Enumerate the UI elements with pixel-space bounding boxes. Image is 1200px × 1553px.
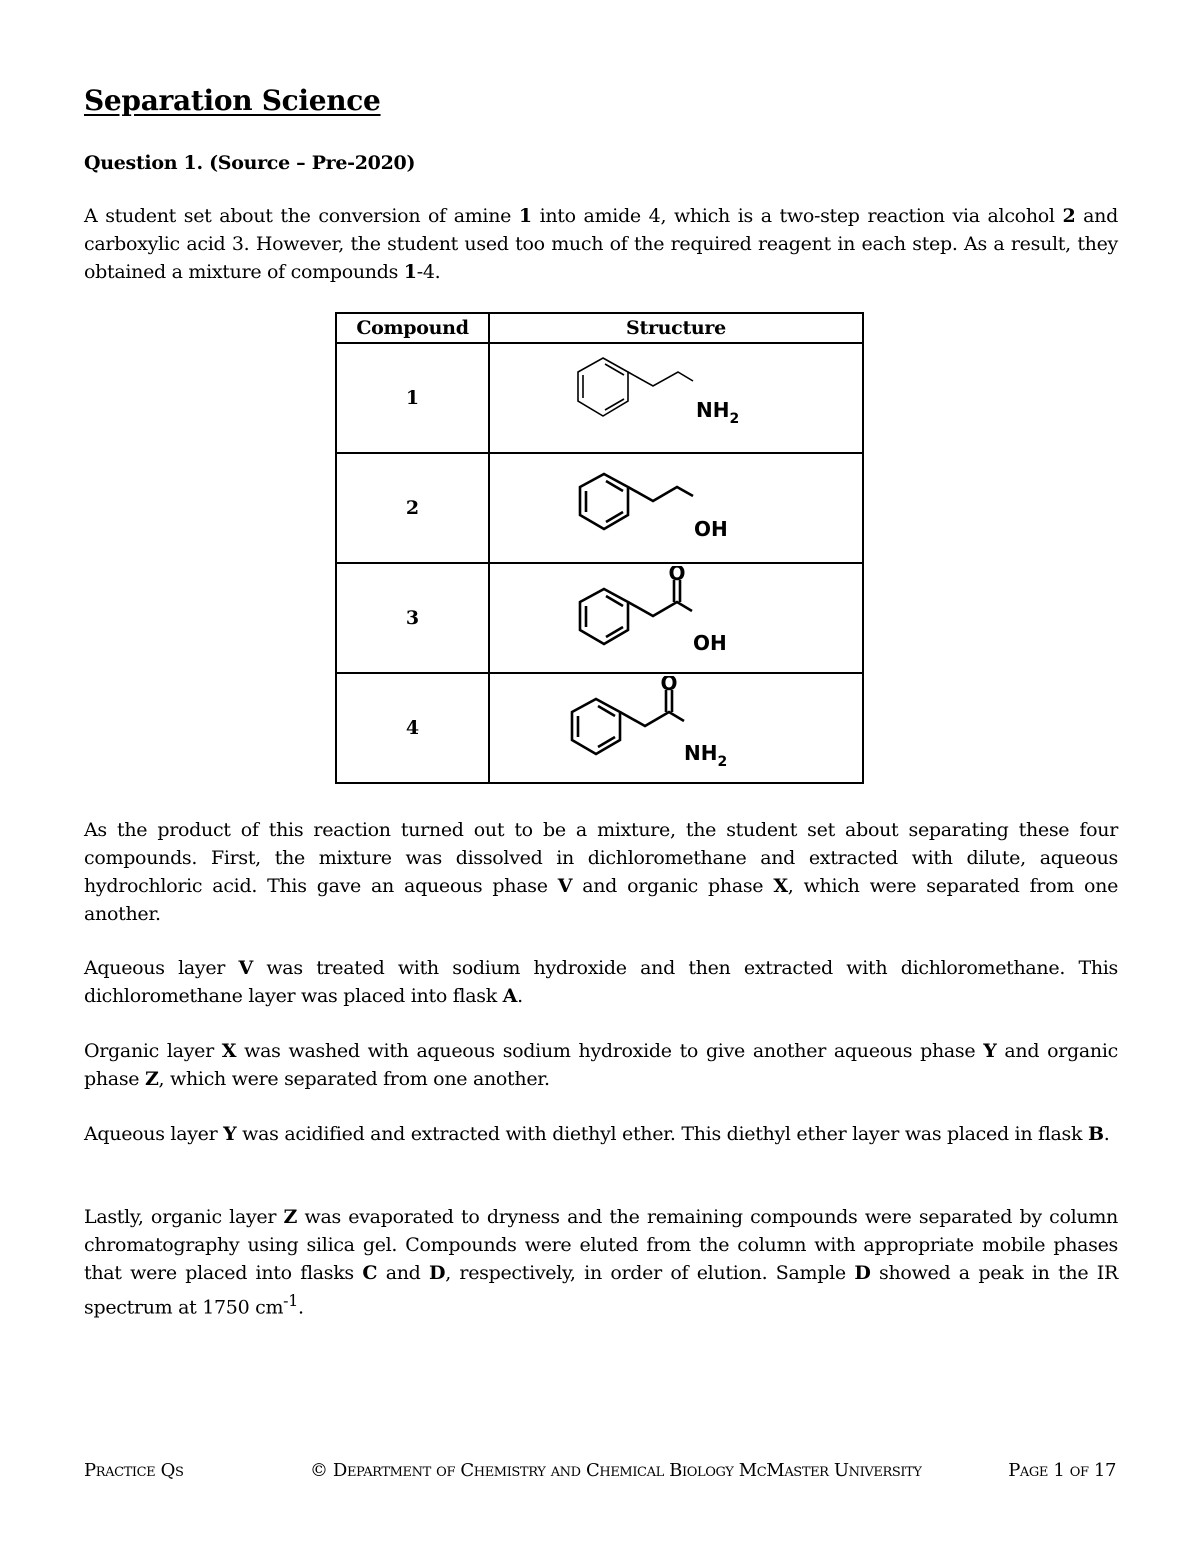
phenethyl-alcohol-structure-icon	[546, 456, 806, 560]
hydroxyl-group-label: OH	[694, 517, 728, 541]
structure-cell	[489, 343, 863, 453]
phase-label: Z	[283, 1206, 298, 1228]
paragraph-layer-x	[84, 1037, 1118, 1093]
paragraph-text: .	[1103, 1123, 1110, 1145]
structure-cell	[489, 453, 863, 563]
compound-number: 2	[336, 453, 489, 563]
phase-label: V	[557, 875, 573, 897]
table-row	[336, 563, 863, 673]
table-row	[336, 343, 863, 453]
paragraph-text: .	[298, 1296, 304, 1319]
flask-label: A	[502, 985, 518, 1007]
table-row	[336, 453, 863, 563]
flask-label: D	[429, 1262, 446, 1284]
paragraph-layer-v	[84, 954, 1118, 1010]
paragraph-text: Lastly, organic layer	[84, 1206, 284, 1228]
flask-label: C	[362, 1262, 378, 1284]
paragraph-text: Organic layer	[84, 1040, 222, 1062]
paragraph-text: was treated with sodium hydroxide and then extracted with dichloromethane. This dichloromethane layer was placed into flask	[84, 957, 1118, 1007]
structure-column-header: Structure	[489, 313, 863, 343]
question-intro	[84, 202, 1118, 286]
compound-number: 4	[336, 673, 489, 783]
paragraph-text: .	[517, 985, 523, 1007]
amine-group-label: $NH_2$	[696, 398, 740, 427]
paragraph-text: As the product of this reaction turned out to be a mixture, the student set about separating these four compounds. First, the mixture was dissolved in dichloromethane and extracted with dilute, aqueous hydrochloric acid. This gave an aqueous phase	[84, 819, 1118, 897]
flask-label: B	[1087, 1123, 1104, 1145]
paragraph-separation-intro	[84, 816, 1118, 928]
intro-text: -4.	[416, 261, 441, 283]
table-row	[336, 673, 863, 783]
paragraph-text: , respectively, in order of elution. Sample	[445, 1262, 855, 1284]
question-heading: Question 1. (Source – Pre-2020)	[84, 152, 416, 174]
paragraph-text: was acidified and extracted with diethyl ether. This diethyl ether layer was placed in flask	[236, 1123, 1088, 1145]
paragraph-text: , which were separated from one another.	[158, 1068, 550, 1090]
paragraph-text: and organic phase	[84, 1040, 1118, 1090]
phenylacetic-acid-structure-icon	[546, 566, 806, 670]
flask-label: D	[854, 1262, 871, 1284]
compound-column-header: Compound	[336, 313, 489, 343]
phenylacetamide-structure-icon	[546, 676, 806, 780]
phase-label: X	[773, 875, 788, 897]
phase-label: X	[221, 1040, 237, 1062]
paragraph-text: was washed with aqueous sodium hydroxide to give another aqueous phase	[236, 1040, 984, 1062]
compound-table	[335, 312, 864, 784]
paragraph-text: showed a peak in the IR spectrum at 1750 cm	[84, 1262, 1118, 1319]
structure-cell	[489, 563, 863, 673]
phenethylamine-structure-icon	[546, 346, 806, 450]
compound-number: 3	[336, 563, 489, 673]
phase-label: Y	[223, 1123, 237, 1145]
phase-label: Z	[144, 1068, 159, 1090]
footer-center: © Department of Chemistry and Chemical Biology McMaster University	[310, 1460, 922, 1481]
page-title: Separation Science	[84, 84, 381, 117]
intro-text: and carboxylic acid 3. However, the student used too much of the required reagent in each step. As a result, they obtained a mixture of compounds	[84, 205, 1118, 283]
compound-number: 1	[336, 343, 489, 453]
footer-page-number: Page 1 of 17	[1008, 1460, 1116, 1481]
paragraph-text: and	[377, 1262, 430, 1284]
paragraph-text: Aqueous layer	[84, 957, 239, 979]
paragraph-text: , which were separated from one another.	[84, 875, 1119, 925]
carbonyl-oxygen-label: O	[660, 676, 678, 695]
paragraph-text: was evaporated to dryness and the remaining compounds were separated by column chromatography using silica gel. Compounds were eluted from the column with appropriate mobile phases that were placed into flasks	[84, 1206, 1118, 1284]
compound-ref: 1	[518, 205, 532, 227]
phase-label: Y	[983, 1040, 997, 1062]
carbonyl-oxygen-label: O	[668, 566, 686, 585]
intro-text: A student set about the conversion of amine	[84, 205, 519, 227]
compound-ref: 2	[1062, 205, 1076, 227]
structure-cell	[489, 673, 863, 783]
paragraph-layer-y	[84, 1120, 1118, 1148]
paragraph-layer-z	[84, 1203, 1118, 1321]
amide-group-label: $NH_2$	[684, 741, 728, 770]
paragraph-text: and organic phase	[572, 875, 774, 897]
wavenumber-exponent: -1	[283, 1291, 298, 1310]
footer-left: Practice Qs	[84, 1460, 184, 1481]
hydroxyl-group-label: OH	[693, 631, 727, 655]
table-header-row	[336, 313, 863, 343]
phase-label: V	[238, 957, 253, 979]
paragraph-text: Aqueous layer	[84, 1123, 224, 1145]
compound-ref: 1	[403, 261, 417, 283]
intro-text: into amide 4, which is a two-step reaction via alcohol	[531, 205, 1063, 227]
